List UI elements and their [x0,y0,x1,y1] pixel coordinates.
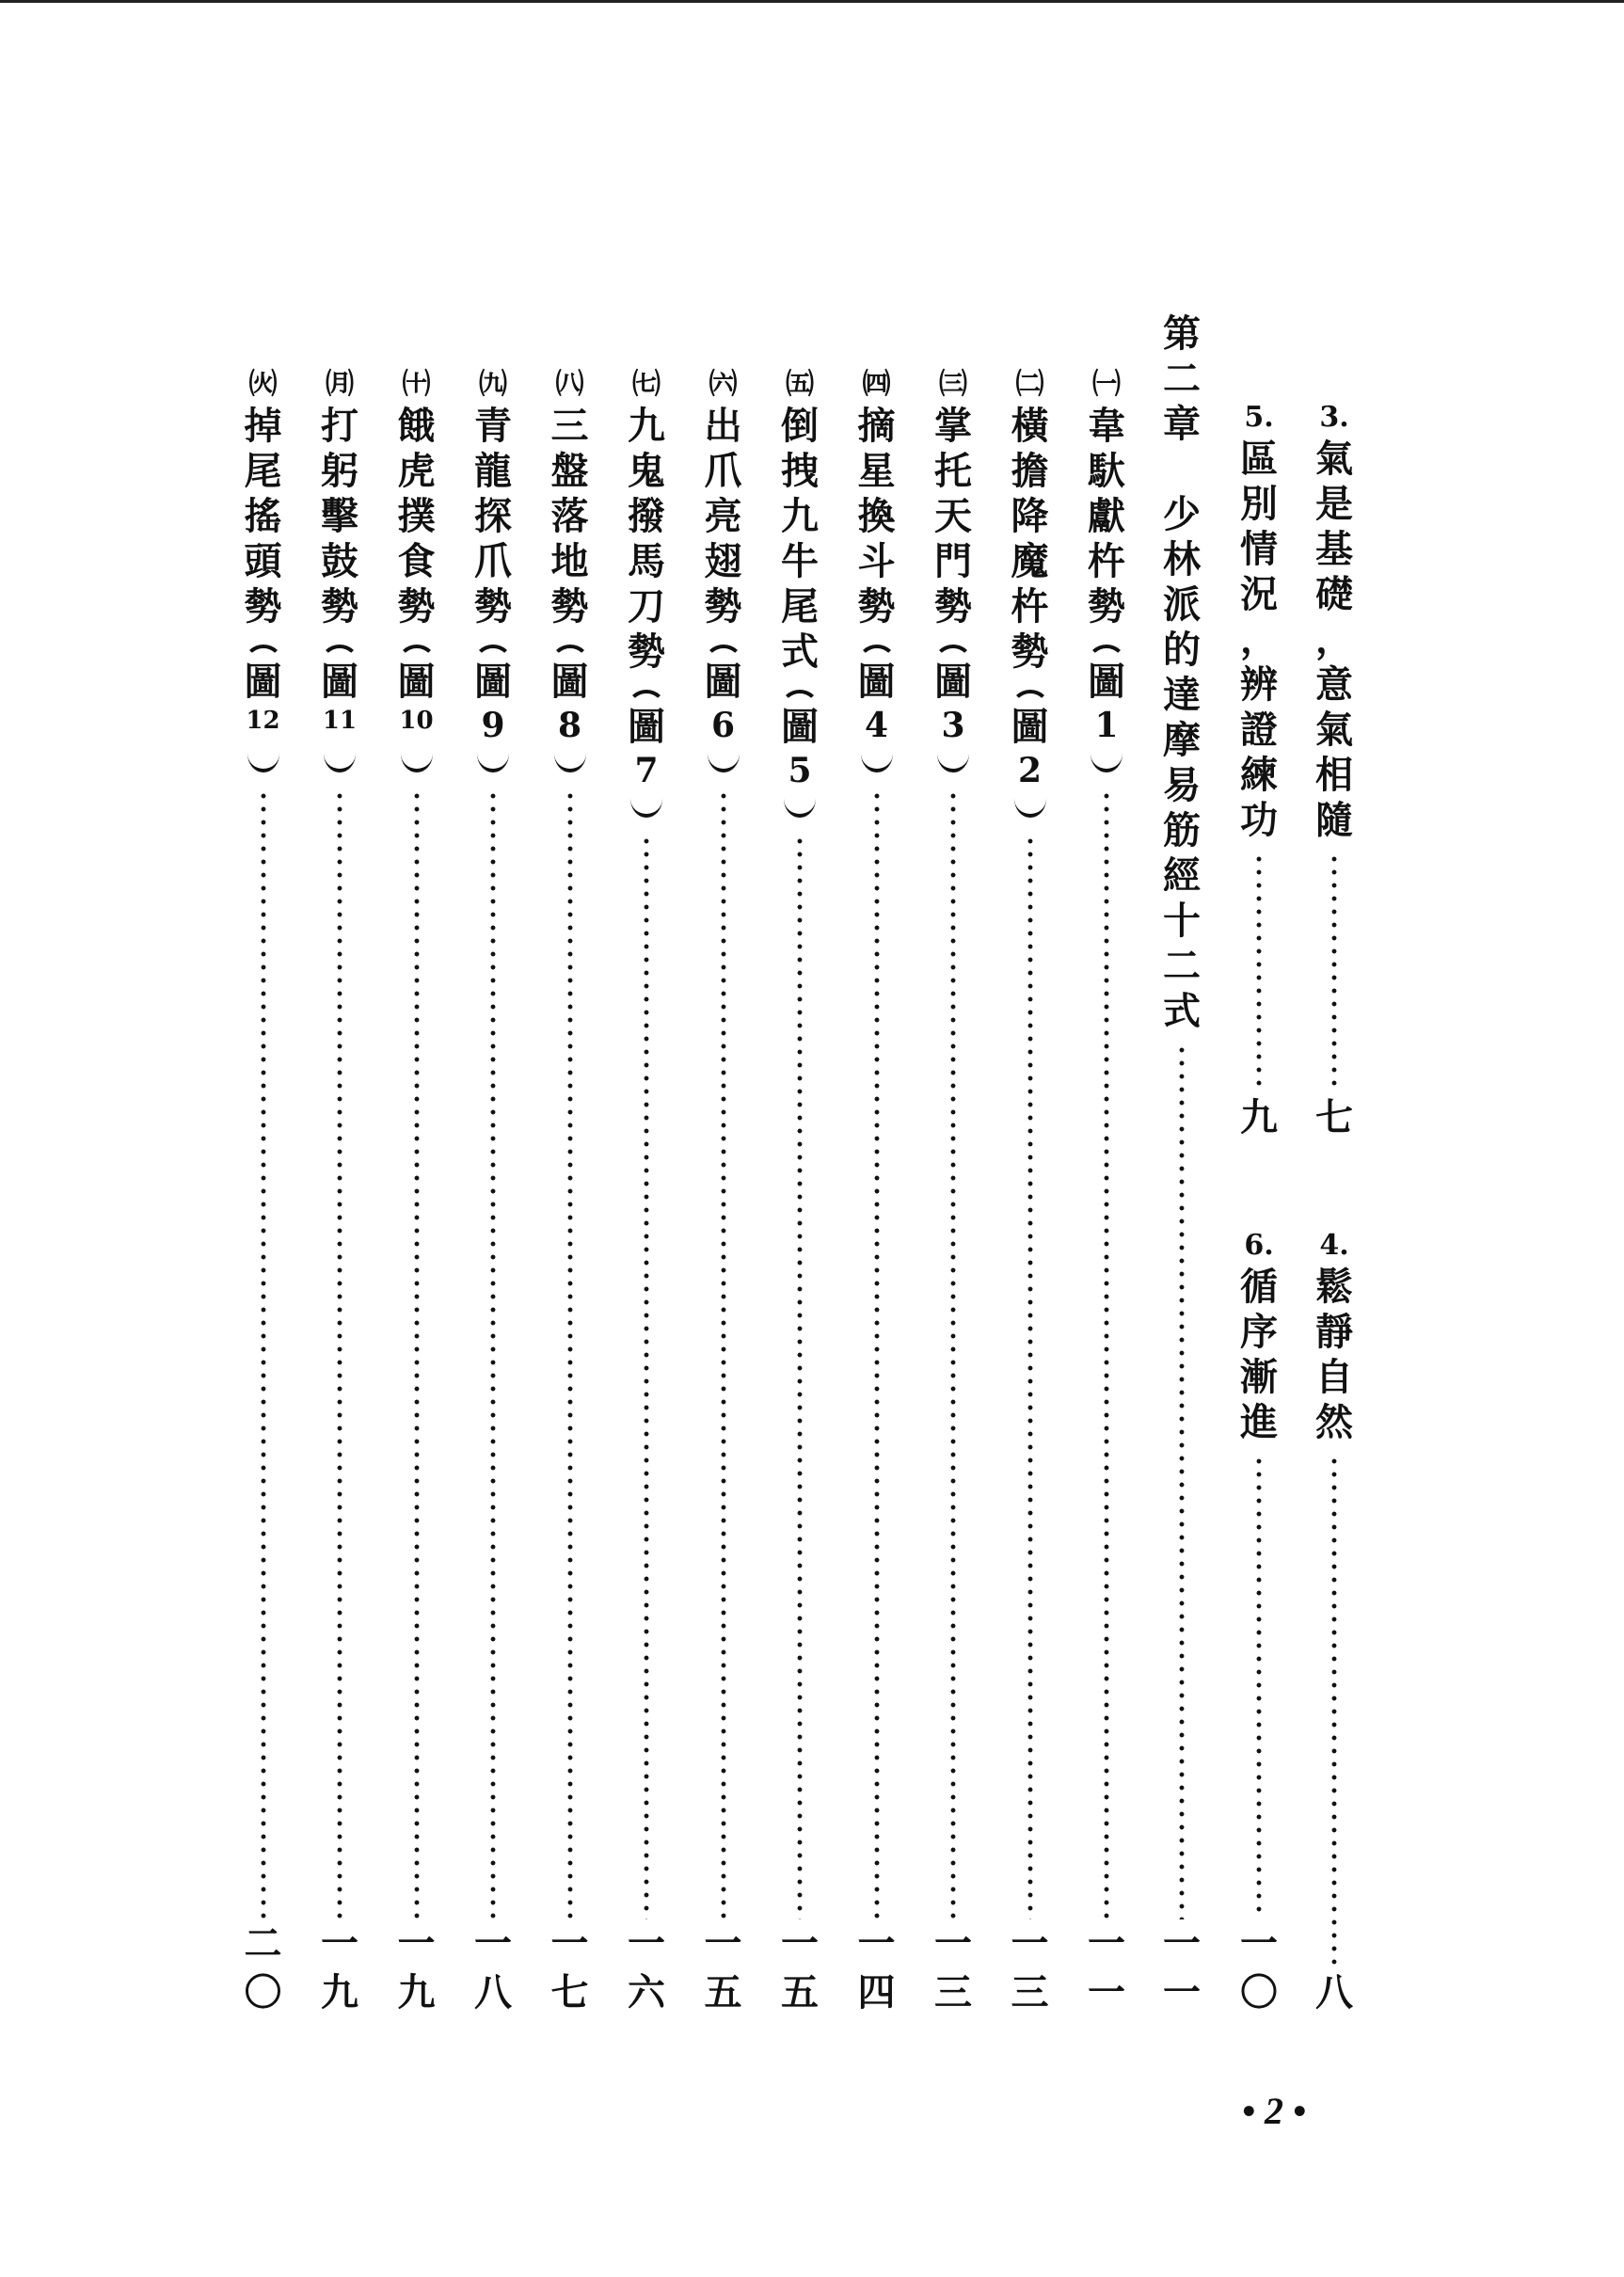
entry-figure-label: 圖 12 [244,660,282,735]
toc-entry[interactable] [465,362,521,2023]
item-page: 八 [1315,1970,1353,2014]
entry-title: 倒 拽 九 牛 尾 式 [781,404,819,674]
close-paren [477,754,509,772]
entry-page: 一 九 [397,1921,436,2014]
entry-page: 一 六 [628,1921,665,2014]
entry-figure-label: 圖 7 [628,705,665,790]
entry-page: 一 三 [1011,1921,1049,2014]
toc-entry[interactable] [849,362,905,2023]
item-title: 氣 是 基 礎 ， 意 氣 相 隨 [1315,437,1353,842]
item-page: 一 〇 [1240,1921,1278,2014]
leader-dots [950,789,956,1919]
entry-marker: ㈧ [555,368,584,401]
entry-figure-label: 圖 4 [857,660,896,745]
toc-entry[interactable] [389,362,445,2023]
entry-marker: ㈤ [786,368,814,401]
entry-title: 青 龍 探 爪 勢 [474,404,512,629]
item-marker: 3. [1319,401,1349,434]
toc-entry[interactable] [618,362,675,2023]
entry-title: 韋 馱 獻 杵 勢 [1088,404,1125,629]
leader-dots [261,789,266,1919]
entry-page: 一 一 [1088,1921,1125,2014]
entry-marker: ㈨ [479,368,507,401]
entry-page: 一 五 [704,1921,742,2014]
close-paren [937,754,969,772]
item-title: 循 序 漸 進 [1240,1265,1278,1444]
entry-page: 一 三 [934,1921,972,2014]
item-title: 區 別 情 況 ， 辨 證 練 功 [1240,437,1278,842]
leader-dots [797,835,803,1919]
top-border-line [0,0,1624,3]
entry-page: 一 八 [474,1921,512,2014]
entry-figure-label: 圖 2 [1011,705,1049,790]
toc-intro-column-1 [1306,395,1362,2023]
entry-marker: ㈣ [862,368,891,401]
page-number: • 2 • [1242,2090,1307,2132]
leader-dots [337,789,342,1919]
close-paren [1014,799,1046,818]
entry-marker: ㈪ [326,368,354,401]
close-paren [784,799,816,818]
leader-dots [1256,1455,1262,1919]
entry-marker: ㈥ [709,368,738,401]
item-marker: 4. [1319,1229,1349,1262]
close-paren [630,799,662,818]
toc-item-4[interactable] [1309,1223,1360,2023]
toc-entry[interactable] [1002,362,1059,2023]
entry-marker: ㈦ [632,368,661,401]
close-paren [401,754,433,772]
chapter-title: 第 二 章 少 林 派 的 達 摩 易 筋 經 十 二 式 [1163,311,1201,1033]
toc-item-6[interactable] [1234,1223,1284,2023]
entry-marker: ㈢ [939,368,967,401]
leader-dots [1331,852,1337,1093]
entry-title: 掌 托 天 門 勢 [934,404,972,629]
leader-dots [414,789,420,1919]
entry-marker: ㈩ [402,368,431,401]
entry-marker: ㈫ [248,368,278,401]
toc-entry[interactable] [311,362,368,2023]
leader-dots [644,835,649,1919]
toc-entry[interactable] [695,362,752,2023]
entry-page: 一 九 [321,1921,358,2014]
entry-figure-label: 圖 5 [781,705,819,790]
entry-title: 打 躬 擊 鼓 勢 [321,404,358,629]
entry-marker: ㈠ [1092,368,1121,401]
entry-title: 三 盤 落 地 勢 [550,404,589,629]
leader-dots [721,789,726,1919]
toc-entry[interactable] [542,362,598,2023]
item-page: 七 [1315,1095,1353,1139]
entry-title: 橫 擔 降 魔 杵 勢 [1011,404,1049,674]
item-title: 鬆 靜 自 然 [1315,1265,1353,1444]
close-paren [708,754,740,772]
toc-entry[interactable] [772,362,828,2023]
toc-entry[interactable] [1078,362,1135,2023]
toc-intro-column-2 [1231,395,1287,2023]
entry-title: 摘 星 換 斗 勢 [857,404,896,629]
item-marker: 6. [1244,1229,1274,1262]
toc-entry[interactable] [235,362,292,2023]
entry-figure-label: 圖 6 [704,660,742,745]
chapter-heading-column[interactable] [1154,311,1210,2023]
item-page: 九 [1240,1095,1278,1139]
entry-title: 九 鬼 撥 馬 刀 勢 [628,404,665,674]
entry-title: 出 爪 亮 翅 勢 [704,404,742,629]
entry-figure-label: 圖 11 [321,660,358,735]
chapter-page: 一 一 [1163,1921,1201,2014]
close-paren [324,754,356,772]
leader-dots [567,789,573,1919]
close-paren [247,754,279,772]
item-marker: 5. [1244,401,1274,434]
entry-marker: ㈡ [1015,368,1044,401]
toc-item-5[interactable] [1234,395,1284,1148]
close-paren [554,754,586,772]
close-paren [861,754,893,772]
entry-figure-label: 圖 3 [934,660,972,745]
toc-entry[interactable] [925,362,981,2023]
entry-page: 一 五 [781,1921,819,2014]
toc-item-3[interactable] [1309,395,1360,1148]
entry-title: 餓 虎 撲 食 勢 [397,404,436,629]
entry-page: 一 四 [857,1921,896,2014]
leader-dots [490,789,496,1919]
leader-dots [1027,835,1033,1919]
entry-figure-label: 圖 8 [550,660,589,745]
entry-figure-label: 圖 9 [474,660,512,745]
entry-page: 一 七 [550,1921,589,2014]
leader-dots [874,789,880,1919]
entry-figure-label: 圖 10 [397,660,436,735]
leader-dots [1104,789,1109,1919]
leader-dots [1179,1043,1185,1919]
entry-page: 二 〇 [244,1921,282,2014]
entry-figure-label: 圖 1 [1088,660,1125,745]
entry-title: 掉 尾 搖 頭 勢 [244,404,282,629]
leader-dots [1256,852,1262,1093]
leader-dots [1331,1455,1337,1968]
close-paren [1091,754,1122,772]
